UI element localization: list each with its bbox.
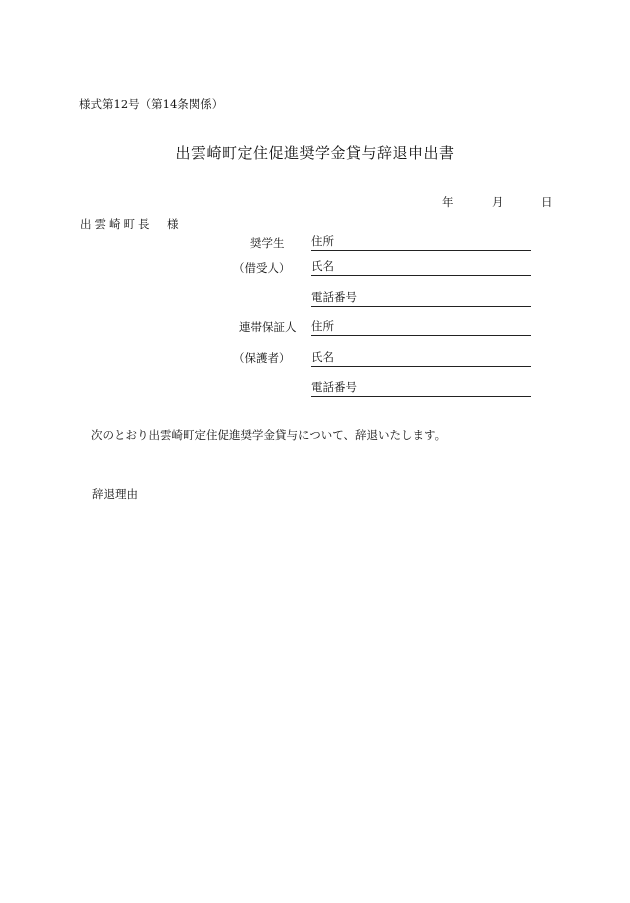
student-phone-field[interactable] (311, 292, 531, 307)
student-phone-label: 電話番号 (311, 290, 357, 304)
guarantor-role: 連帯保証人 (239, 320, 297, 334)
reason-label: 辞退理由 (92, 487, 138, 501)
guarantor-role-sub: （保護者） (233, 351, 291, 365)
date-day-label: 日 (541, 195, 553, 209)
guarantor-address-field[interactable] (311, 321, 531, 336)
date-month-label: 月 (492, 195, 504, 209)
guarantor-name-label: 氏名 (311, 350, 334, 364)
student-role: 奨学生 (250, 236, 285, 250)
student-name-label: 氏名 (311, 259, 334, 273)
student-address-label: 住所 (311, 234, 334, 248)
document-title: 出雲崎町定住促進奨学金貸与辞退申出書 (175, 144, 455, 162)
guarantor-phone-label: 電話番号 (311, 380, 357, 394)
form-number: 様式第12号（第14条関係） (79, 97, 224, 111)
guarantor-phone-field[interactable] (311, 382, 531, 397)
student-role-sub: （借受人） (233, 261, 291, 275)
guarantor-address-label: 住所 (311, 319, 334, 333)
date-year-label: 年 (442, 195, 454, 209)
student-address-field[interactable] (311, 236, 531, 251)
body-text: 次のとおり出雲崎町定住促進奨学金貸与について、辞退いたします。 (91, 428, 447, 442)
guarantor-name-field[interactable] (311, 352, 531, 367)
addressee: 出雲崎町長 様 (80, 217, 182, 231)
student-name-field[interactable] (311, 261, 531, 276)
